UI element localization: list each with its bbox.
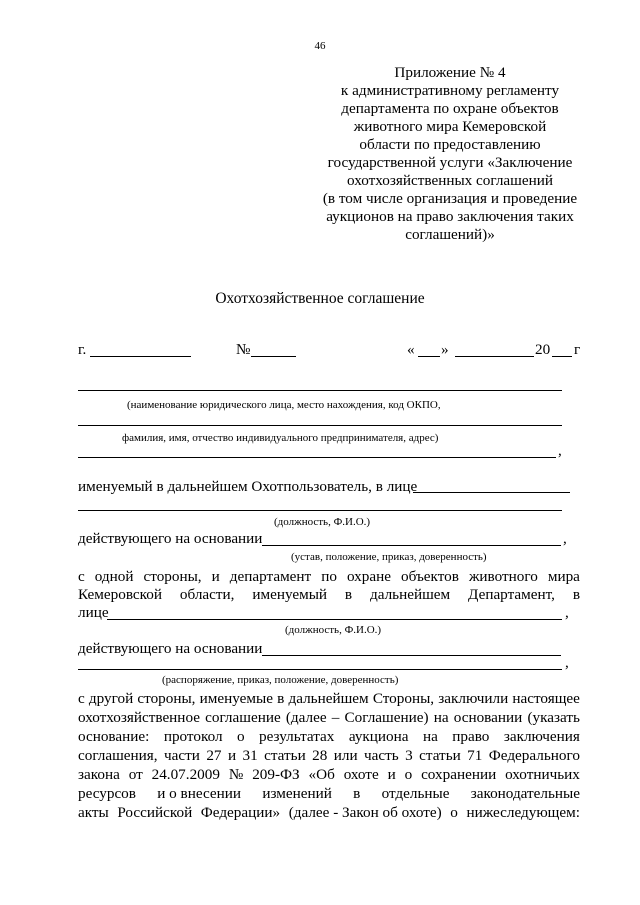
word: протокол (163, 728, 223, 745)
basis-field-1[interactable] (262, 545, 561, 546)
word: о (404, 766, 413, 783)
page-number: 46 (314, 40, 326, 52)
city-label: г. (78, 341, 87, 358)
year-field[interactable] (552, 356, 572, 357)
year-suffix: г (574, 341, 581, 358)
paragraph-line (78, 747, 580, 765)
word: охотничьих (505, 766, 580, 783)
word: стороны, (137, 690, 196, 707)
word: Кемеровской (78, 586, 162, 603)
paragraph-line (78, 728, 580, 746)
number-label: № (236, 341, 251, 358)
word: 27 (206, 747, 222, 764)
comma: , (565, 654, 569, 671)
word: Федерального (488, 747, 580, 764)
word: Российской (117, 804, 193, 821)
month-field[interactable] (455, 356, 534, 357)
appendix-line: государственной услуги «Заключение (327, 154, 573, 171)
word: другой (88, 690, 134, 707)
address-field[interactable] (78, 457, 556, 458)
word: Федерации» (200, 804, 281, 821)
appendix-line: (в том числе организация и проведение (322, 190, 578, 207)
word: основании (453, 709, 523, 726)
word: закона (78, 766, 120, 783)
word: Департамент, (468, 586, 555, 603)
word: Соглашение) (344, 709, 429, 726)
word: департамент (229, 568, 312, 585)
word: в (572, 586, 580, 603)
word: о (450, 804, 458, 821)
hunter-representative-field[interactable] (413, 492, 570, 493)
word: настоящее (512, 690, 580, 707)
word: 24.07.2009 (151, 766, 220, 783)
hunter-text: именуемый в дальнейшем Охотпользователь, в лице (78, 478, 418, 495)
appendix-line: животного мира Кемеровской (353, 118, 547, 135)
word: Стороны, (372, 690, 435, 707)
acting-basis-label: действующего на основании (78, 530, 263, 547)
word: статьи (264, 747, 306, 764)
word: результатах (259, 728, 335, 745)
word: в (353, 785, 361, 802)
number-field[interactable] (251, 356, 296, 357)
word: 31 (242, 747, 258, 764)
word: мира (547, 568, 580, 585)
word: и (227, 747, 237, 764)
word: ресурсов (78, 785, 136, 802)
position-name-caption: (должность, Ф.И.О.) (285, 624, 382, 636)
word: акты (78, 804, 109, 821)
word: заключили (438, 690, 509, 707)
word: соглашения, (78, 747, 158, 764)
appendix-header (300, 64, 600, 244)
word: охоте (343, 766, 379, 783)
word: «Об (308, 766, 335, 783)
word: часть (364, 747, 399, 764)
word: на (422, 728, 438, 745)
entrepreneur-field[interactable] (78, 425, 562, 426)
word: 71 (467, 747, 483, 764)
department-representative-field[interactable] (107, 619, 562, 620)
appendix-line: области по предоставлению (359, 136, 541, 153)
word: и (211, 568, 220, 585)
word: отдельные (381, 785, 450, 802)
hunter-position-field[interactable] (78, 510, 562, 511)
basis-field-2-continued[interactable] (78, 669, 562, 670)
word: и (387, 766, 396, 783)
word: право (452, 728, 490, 745)
word: в (344, 586, 353, 603)
word: статьи (419, 747, 461, 764)
word: дальнейшем (288, 690, 369, 707)
word: нижеследующем: (466, 804, 580, 821)
appendix-line: Приложение № 4 (394, 64, 506, 81)
basis-field-2[interactable] (262, 655, 561, 656)
word: и о внесении (157, 785, 242, 802)
appendix-line: к административному регламенту (340, 82, 560, 99)
city-field[interactable] (90, 356, 191, 357)
quote-close: » (441, 341, 449, 358)
appendix-line: аукционов на право заключения таких (326, 208, 574, 225)
position-name-caption: (должность, Ф.И.О.) (274, 516, 371, 528)
word: законодательные (470, 785, 580, 802)
word: (далее (285, 709, 327, 726)
word: 28 (312, 747, 328, 764)
word: с (78, 568, 85, 585)
appendix-line: департамента по охране объектов (341, 100, 559, 117)
word: дальнейшем (369, 586, 451, 603)
day-field[interactable] (418, 356, 440, 357)
word: одной (94, 568, 134, 585)
word: в (277, 690, 285, 707)
word: (далее - Закон об охоте) (288, 804, 442, 821)
word: именуемые (199, 690, 273, 707)
basis-docs-caption: (устав, положение, приказ, доверенность) (291, 551, 487, 563)
word: сохранении (421, 766, 497, 783)
paragraph-line (78, 766, 580, 784)
paragraph-line (78, 690, 580, 708)
basis-docs-caption: (распоряжение, приказ, положение, доверенность) (162, 674, 399, 686)
word: с (78, 690, 85, 707)
word: животного (468, 568, 538, 585)
word: объектов (401, 568, 459, 585)
word: области, (179, 586, 235, 603)
word: соглашение (205, 709, 281, 726)
word: от (128, 766, 143, 783)
acting-basis-label: действующего на основании (78, 640, 263, 657)
word: на (433, 709, 449, 726)
word: охотхозяйственное (78, 709, 200, 726)
word: о (236, 728, 245, 745)
word: аукциона (348, 728, 409, 745)
word: 3 (405, 747, 413, 764)
face-label: лице (78, 604, 109, 621)
word: – (331, 709, 340, 726)
document-title: Охотхозяйственное соглашение (215, 290, 425, 307)
word: именуемый (252, 586, 328, 603)
paragraph-line (78, 785, 580, 803)
word: № (228, 766, 244, 783)
legal-entity-field[interactable] (78, 390, 562, 391)
word: 209-ФЗ (252, 766, 300, 783)
paragraph-line (78, 709, 580, 727)
year-prefix: 20 (535, 341, 551, 358)
department-line-2 (78, 586, 580, 604)
word: части (164, 747, 200, 764)
quote-open: « (407, 341, 415, 358)
word: (указать (527, 709, 580, 726)
word: заключения (503, 728, 580, 745)
word: основание: (78, 728, 150, 745)
appendix-line: охотхозяйственных соглашений (347, 172, 553, 189)
word: по (321, 568, 337, 585)
word: охране (346, 568, 391, 585)
word: или (333, 747, 358, 764)
comma: , (563, 530, 567, 547)
word: стороны, (143, 568, 202, 585)
paragraph-line (78, 804, 580, 822)
comma: , (558, 442, 562, 459)
appendix-line: соглашений)» (405, 226, 495, 243)
comma: , (565, 604, 569, 621)
department-line-1 (78, 568, 580, 586)
legal-entity-caption: (наименование юридического лица, место нахождения, код ОКПО, (127, 399, 441, 411)
entrepreneur-caption: фамилия, имя, отчество индивидуального предпринимателя, адрес) (122, 432, 439, 444)
word: изменений (262, 785, 332, 802)
